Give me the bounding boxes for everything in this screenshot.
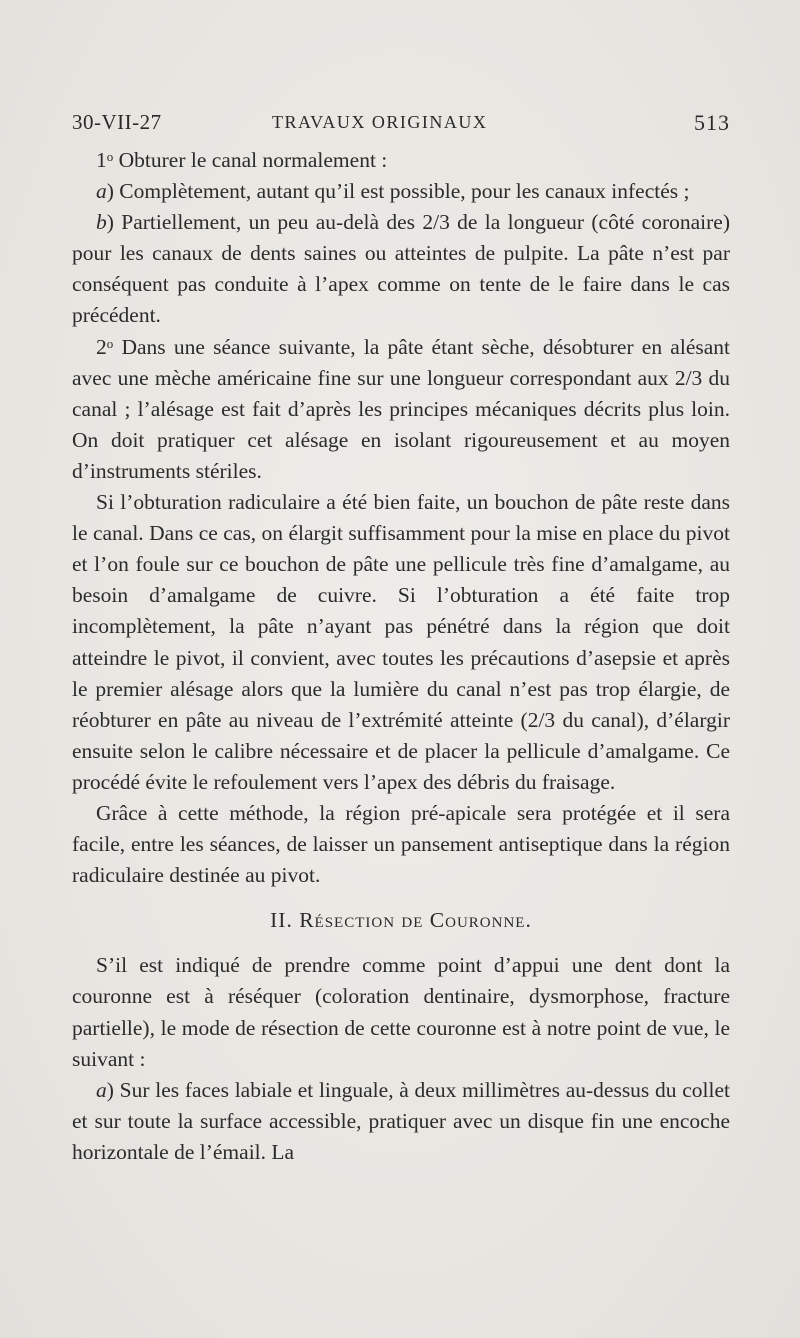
body-text: [72, 145, 730, 1168]
header-section-title: TRAVAUX ORIGINAUX: [272, 112, 488, 132]
paragraph-step-2: 2$^o$ Dans une séance suivante, la pâte étant sèche, désobturer en alésant avec une mèche américaine fine sur une longueur correspondant aux 2/3 du canal ; l’alésage est fait d’après les principes mécaniques décrits plus loin. On doit pratiquer cet alésage en isolant rigoureusement et au moyen d’instruments stériles.: [72, 334, 730, 483]
page-number: 513: [694, 110, 730, 135]
paragraph-item-b: b) Partiellement, un peu au-delà des 2/3 de la longueur (côté coronaire) pour les canaux de dents saines ou atteintes de pulpite. La pâte n’est par conséquent pas conduite à l’apex comme on tente de le faire dans le cas précédent.: [72, 210, 730, 328]
paragraph-item-a: a) Complètement, autant qu’il est possible, pour les canaux infectés ;: [96, 179, 690, 204]
running-header: [72, 110, 730, 140]
section-heading: II. Résection de Couronne.: [270, 908, 532, 933]
header-date: 30-VII-27: [72, 110, 162, 134]
paragraph-method: Grâce à cette méthode, la région pré-apicale sera protégée et il sera facile, entre les séances, de laisser un pansement antiseptique dans la région radiculaire destinée au pivot.: [72, 800, 730, 888]
paragraph-obturation: Si l’obturation radiculaire a été bien faite, un bouchon de pâte reste dans le canal. Dans ce cas, on élargit suffisamment pour la mise en place du pivot et l’on foule sur ce bouchon de pâte une pellicule très fine d’amalgame, au besoin d’amalgame de cuivre. Si l’obturation a été faite trop incomplètement, la pâte n’ayant pas pénétré dans la région que doit atteindre le pivot, il convient, avec toutes les précautions d’asepsie et après le premier alésage alors que la lumière du canal n’est pas trop élargie, de réobturer en pâte au niveau de l’extrémité atteinte (2/3 du canal), d’élargir ensuite selon le calibre nécessaire et de placer la pellicule d’amalgame. Ce procédé évite le refoulement vers l’apex des débris du fraisage.: [72, 490, 730, 794]
paragraph-step-1: 1$^o$ Obturer le canal normalement :: [96, 148, 388, 172]
paragraph-resection-a: a) Sur les faces labiale et linguale, à deux millimètres au-dessus du collet et sur toute la surface accessible, pratiquer avec un disque fin une encoche horizontale de l’émail. La: [72, 1077, 730, 1164]
paragraph-resection-intro: S’il est indiqué de prendre comme point d’appui une dent dont la couronne est à réséquer (coloration dentinaire, dysmorphose, fracture partielle), le mode de résection de cette couronne est à notre point de vue, le suivant :: [72, 953, 730, 1071]
